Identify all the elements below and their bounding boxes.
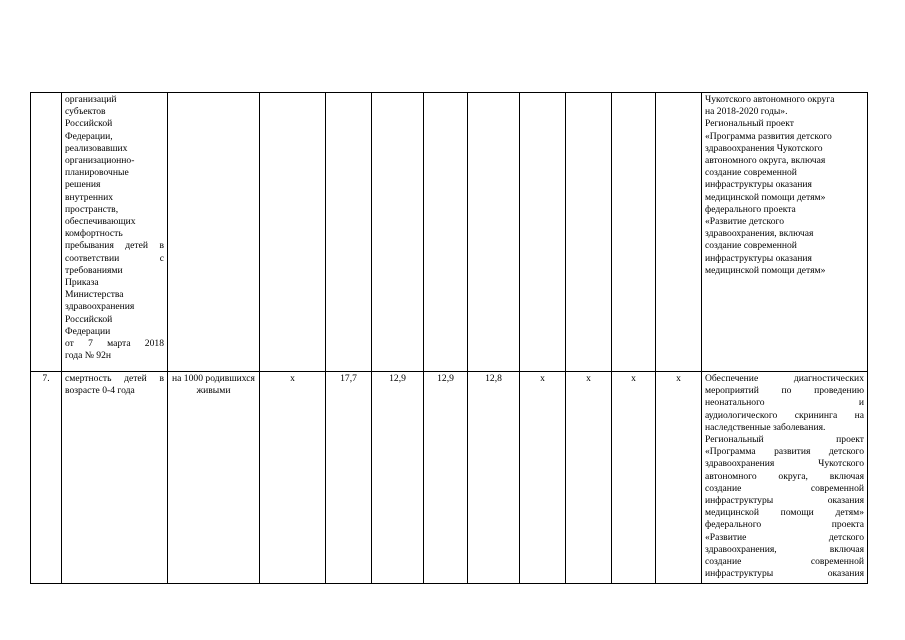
text-line: здравоохранения, включая <box>705 543 864 555</box>
text-line: создание современной <box>705 240 797 252</box>
value-cell <box>424 93 468 372</box>
text-line: инфраструктуры оказания <box>705 568 864 580</box>
text-line: неонатального и <box>705 397 864 409</box>
text-line: Федерации <box>65 325 111 337</box>
text-line: инфраструктуры оказания <box>705 179 812 191</box>
text-line: автономного округа, включая <box>705 155 826 167</box>
value-cell: 17,7 <box>326 372 372 584</box>
text-line: здравоохранения, включая <box>705 228 814 240</box>
text-line: «Развитие детского <box>705 531 864 543</box>
text-line: федерального проекта <box>705 203 796 215</box>
indicator-cell: смертность детей в возрасте 0-4 года <box>62 372 168 584</box>
text-line: Региональный проект <box>705 434 864 446</box>
text-line: инфраструктуры оказания <box>705 495 864 507</box>
text-line: Федерации, <box>65 130 113 142</box>
text-line: года № 92н <box>65 350 112 362</box>
indicators-table <box>30 92 868 584</box>
text-line: здравоохранения <box>65 301 135 313</box>
text-line: Приказа <box>65 277 99 289</box>
value-cell <box>612 93 656 372</box>
value-cell <box>566 93 612 372</box>
text-line: «Программа развития детского <box>705 130 832 142</box>
value-cell: х <box>656 372 702 584</box>
value-cell <box>656 93 702 372</box>
text-line: создание современной <box>705 556 864 568</box>
row-number-cell: 7. <box>31 372 62 584</box>
value-cell: х <box>260 372 326 584</box>
text-line: обеспечивающих <box>65 216 136 228</box>
text-line: наследственные заболевания. <box>705 421 826 433</box>
text-line: Чукотского автономного округа <box>705 94 835 105</box>
text-line: пространств, <box>65 203 119 215</box>
text-line: Обеспечение диагностических <box>705 373 864 384</box>
program-cell <box>702 372 868 584</box>
text-line: пребывания детей в <box>65 240 164 252</box>
text-line: медицинской помощи детям» <box>705 507 864 519</box>
text-line: мероприятий по проведению <box>705 385 864 397</box>
text-line: здравоохранения Чукотского <box>705 458 864 470</box>
text-line: медицинской помощи детям» <box>705 191 826 203</box>
text-line: требованиями <box>65 264 123 276</box>
text-line: внутренних <box>65 191 114 203</box>
text-line: медицинской помощи детям» <box>705 264 826 276</box>
program-text <box>705 373 864 580</box>
value-cell: х <box>612 372 656 584</box>
unit-cell: на 1000 родившихся живыми <box>168 372 260 584</box>
text-line: «Развитие детского <box>705 216 784 228</box>
value-cell: х <box>566 372 612 584</box>
text-line: соответствии с <box>65 252 164 264</box>
text-line: Министерства <box>65 289 124 301</box>
text-line: планировочные <box>65 167 129 179</box>
text-line: решения <box>65 179 101 191</box>
text-line: «Программа развития детского <box>705 446 864 458</box>
text-line: реализовавших <box>65 142 128 154</box>
text-line: комфортность <box>65 228 123 240</box>
value-cell <box>468 93 520 372</box>
table-row <box>31 93 868 372</box>
text-line: Российской <box>65 118 113 130</box>
text-line: Российской <box>65 313 113 325</box>
table-row <box>31 372 868 584</box>
text-line: организационно- <box>65 155 135 167</box>
text-line: здравоохранения Чукотского <box>705 142 823 154</box>
text-line: от 7 марта 2018 <box>65 338 164 350</box>
value-cell <box>260 93 326 372</box>
text-line: организаций <box>65 94 117 105</box>
value-cell: 12,9 <box>424 372 468 584</box>
value-cell <box>372 93 424 372</box>
indicator-cell <box>62 93 168 372</box>
row-number-cell <box>31 93 62 372</box>
value-cell: 12,8 <box>468 372 520 584</box>
text-line: автономного округа, включая <box>705 470 864 482</box>
text-line: создание современной <box>705 482 864 494</box>
text-line: аудиологического скрининга на <box>705 409 864 421</box>
text-line: субъектов <box>65 106 106 118</box>
text-line: инфраструктуры оказания <box>705 252 812 264</box>
value-cell: х <box>520 372 566 584</box>
program-text <box>705 94 864 277</box>
indicator-text <box>65 94 164 362</box>
text-line: создание современной <box>705 167 797 179</box>
value-cell: 12,9 <box>372 372 424 584</box>
text-line: федерального проекта <box>705 519 864 531</box>
value-cell <box>520 93 566 372</box>
text-line: Региональный проект <box>705 118 794 130</box>
program-cell <box>702 93 868 372</box>
text-line: на 2018-2020 годы». <box>705 106 788 118</box>
value-cell <box>326 93 372 372</box>
unit-cell <box>168 93 260 372</box>
